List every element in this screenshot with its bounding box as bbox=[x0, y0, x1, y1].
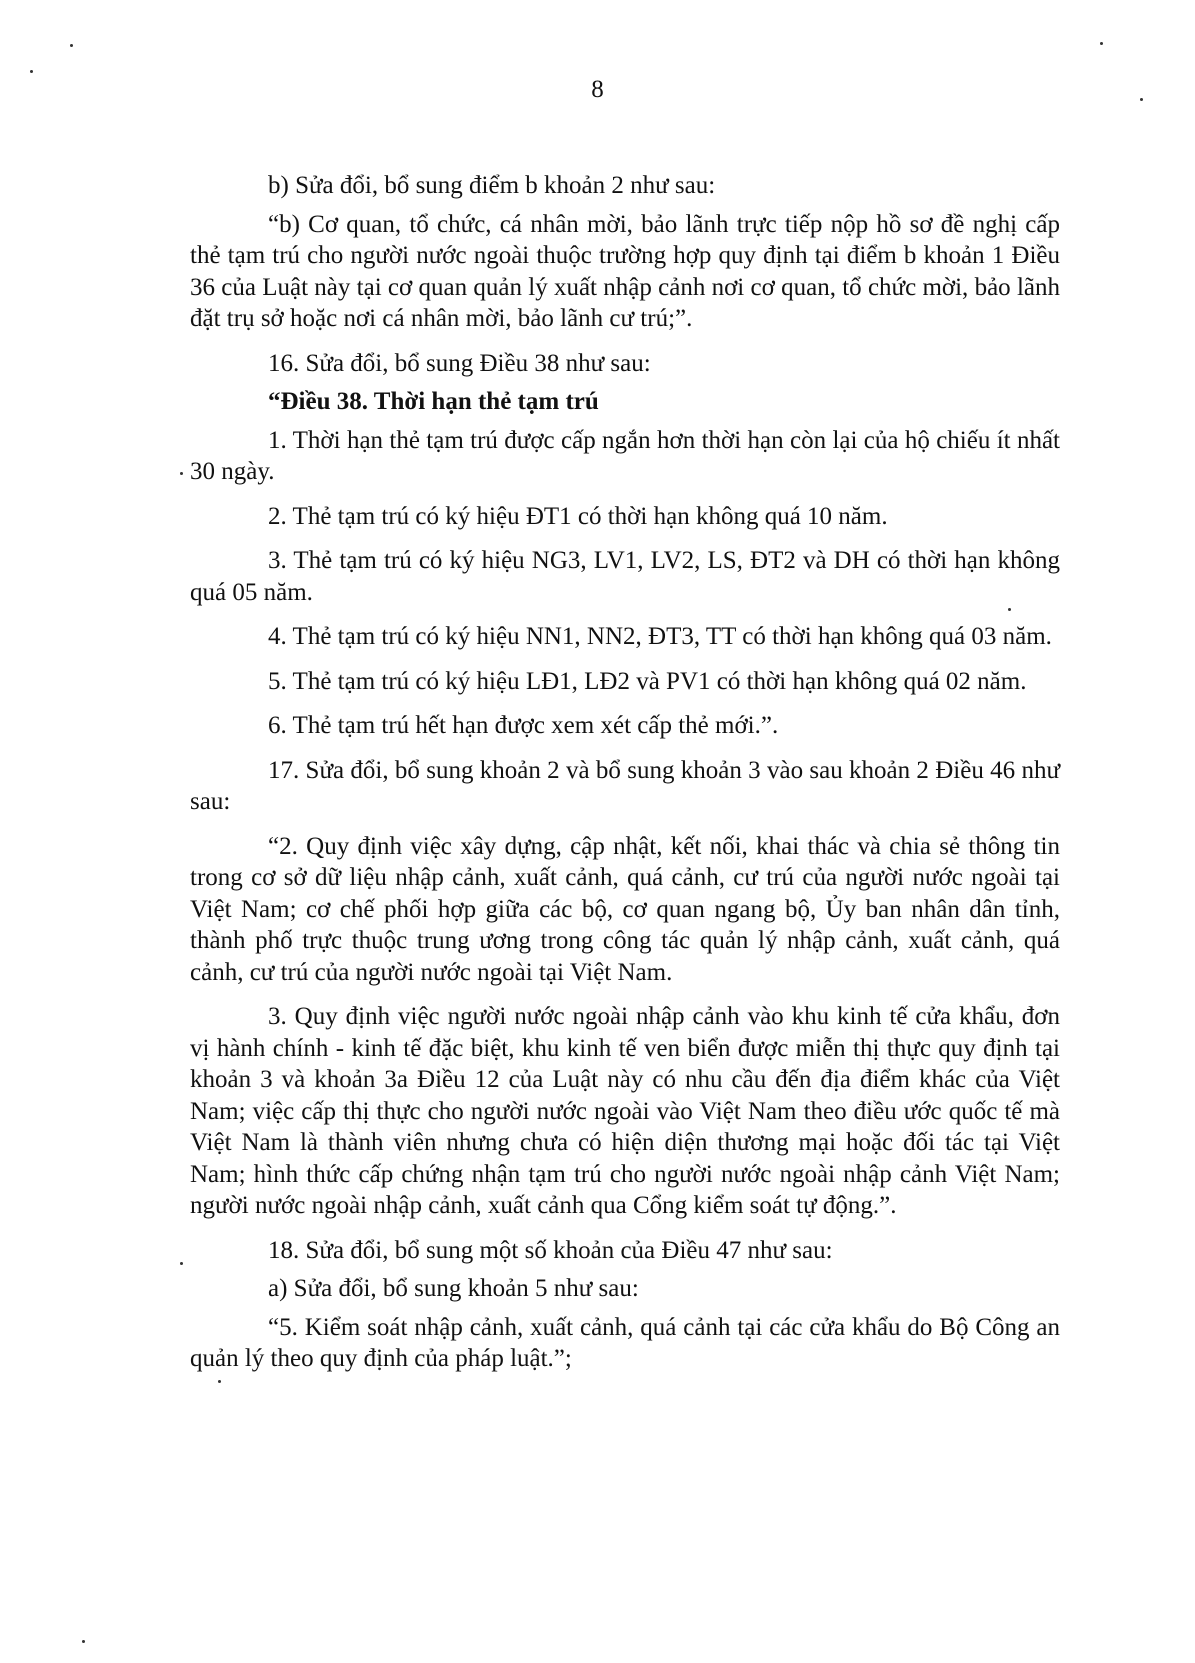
page-number: 8 bbox=[591, 76, 604, 103]
article-38-heading: “Điều 38. Thời hạn thẻ tạm trú bbox=[268, 388, 599, 415]
paragraph-article-47-clause-5: “5. Kiểm soát nhập cảnh, xuất cảnh, quá cảnh tại các cửa khẩu do Bộ Công an quản lý theo quy định của pháp luật.”; bbox=[190, 1313, 1060, 1372]
paragraph-article-46-clause-2: “2. Quy định việc xây dựng, cập nhật, kết nối, khai thác và chia sẻ thông tin trong cơ sở dữ liệu nhập cảnh, xuất cảnh, quá cảnh, cư trú của người nước ngoài tại Việt Nam; cơ chế phối hợp giữa các bộ, cơ quan ngang bộ, Ủy ban nhân dân tỉnh, thành phố trực thuộc trung ương trong công tác quản lý nhập cảnh, xuất cảnh, quá cảnh, cư trú của người nước ngoài tại Việt Nam. bbox=[190, 832, 1060, 986]
scan-speck bbox=[82, 1640, 85, 1643]
paragraph-article-38-clause-5: 5. Thẻ tạm trú có ký hiệu LĐ1, LĐ2 và PV1 có thời hạn không quá 02 năm. bbox=[268, 667, 1027, 695]
paragraph-article-38-clause-6: 6. Thẻ tạm trú hết hạn được xem xét cấp thẻ mới.”. bbox=[268, 712, 779, 739]
scan-speck bbox=[70, 44, 73, 47]
paragraph-item-16: 16. Sửa đổi, bổ sung Điều 38 như sau: bbox=[268, 349, 651, 377]
paragraph-article-38-clause-2: 2. Thẻ tạm trú có ký hiệu ĐT1 có thời hạn không quá 10 năm. bbox=[268, 502, 888, 530]
document-body bbox=[190, 170, 1060, 1388]
paragraph-item-17: 17. Sửa đổi, bổ sung khoản 2 và bổ sung khoản 3 vào sau khoản 2 Điều 46 như sau: bbox=[190, 756, 1060, 815]
scan-speck bbox=[1140, 98, 1143, 101]
scan-speck bbox=[1100, 42, 1103, 45]
paragraph-article-38-clause-1: 1. Thời hạn thẻ tạm trú được cấp ngắn hơn thời hạn còn lại của hộ chiếu ít nhất 30 ngày. bbox=[190, 426, 1060, 485]
paragraph-article-38-clause-3: 3. Thẻ tạm trú có ký hiệu NG3, LV1, LV2, LS, ĐT2 và DH có thời hạn không quá 05 năm. bbox=[190, 547, 1060, 606]
paragraph-item-18: 18. Sửa đổi, bổ sung một số khoản của Điều 47 như sau: bbox=[268, 1236, 833, 1264]
paragraph-article-46-clause-3: 3. Quy định việc người nước ngoài nhập cảnh vào khu kinh tế cửa khẩu, đơn vị hành chính - kinh tế đặc biệt, khu kinh tế ven biển được miễn thị thực quy định tại khoản 3 và khoản 3a Điều 12 của Luật này có nhu cầu đến địa điểm khác của Việt Nam; việc cấp thị thực cho người nước ngoài vào Việt Nam theo điều ước quốc tế mà Việt Nam là thành viên nhưng chưa có hiện diện thương mại hoặc đối tác tại Việt Nam; hình thức cấp chứng nhận tạm trú cho người nước ngoài nhập cảnh Việt Nam; người nước ngoài nhập cảnh, xuất cảnh qua Cổng kiểm soát tự động.”. bbox=[190, 1003, 1060, 1219]
paragraph-article-38-clause-4: 4. Thẻ tạm trú có ký hiệu NN1, NN2, ĐT3, TT có thời hạn không quá 03 năm. bbox=[268, 623, 1052, 650]
paragraph-amend-point-b: b) Sửa đổi, bổ sung điểm b khoản 2 như sau: bbox=[268, 172, 716, 199]
scan-speck bbox=[180, 472, 183, 475]
paragraph-amend-clause-5: a) Sửa đổi, bổ sung khoản 5 như sau: bbox=[268, 1275, 639, 1302]
scan-speck bbox=[1008, 608, 1011, 611]
scan-speck bbox=[30, 70, 33, 73]
scan-speck bbox=[180, 1262, 183, 1265]
paragraph-point-b-text: “b) Cơ quan, tổ chức, cá nhân mời, bảo lãnh trực tiếp nộp hồ sơ đề nghị cấp thẻ tạm trú cho người nước ngoài thuộc trường hợp quy định tại điểm b khoản 1 Điều 36 của Luật này tại cơ quan quản lý xuất nhập cảnh nơi cơ quan, tổ chức mời, bảo lãnh đặt trụ sở hoặc nơi cá nhân mời, bảo lãnh cư trú;”. bbox=[190, 210, 1060, 332]
scan-speck bbox=[218, 1380, 221, 1383]
